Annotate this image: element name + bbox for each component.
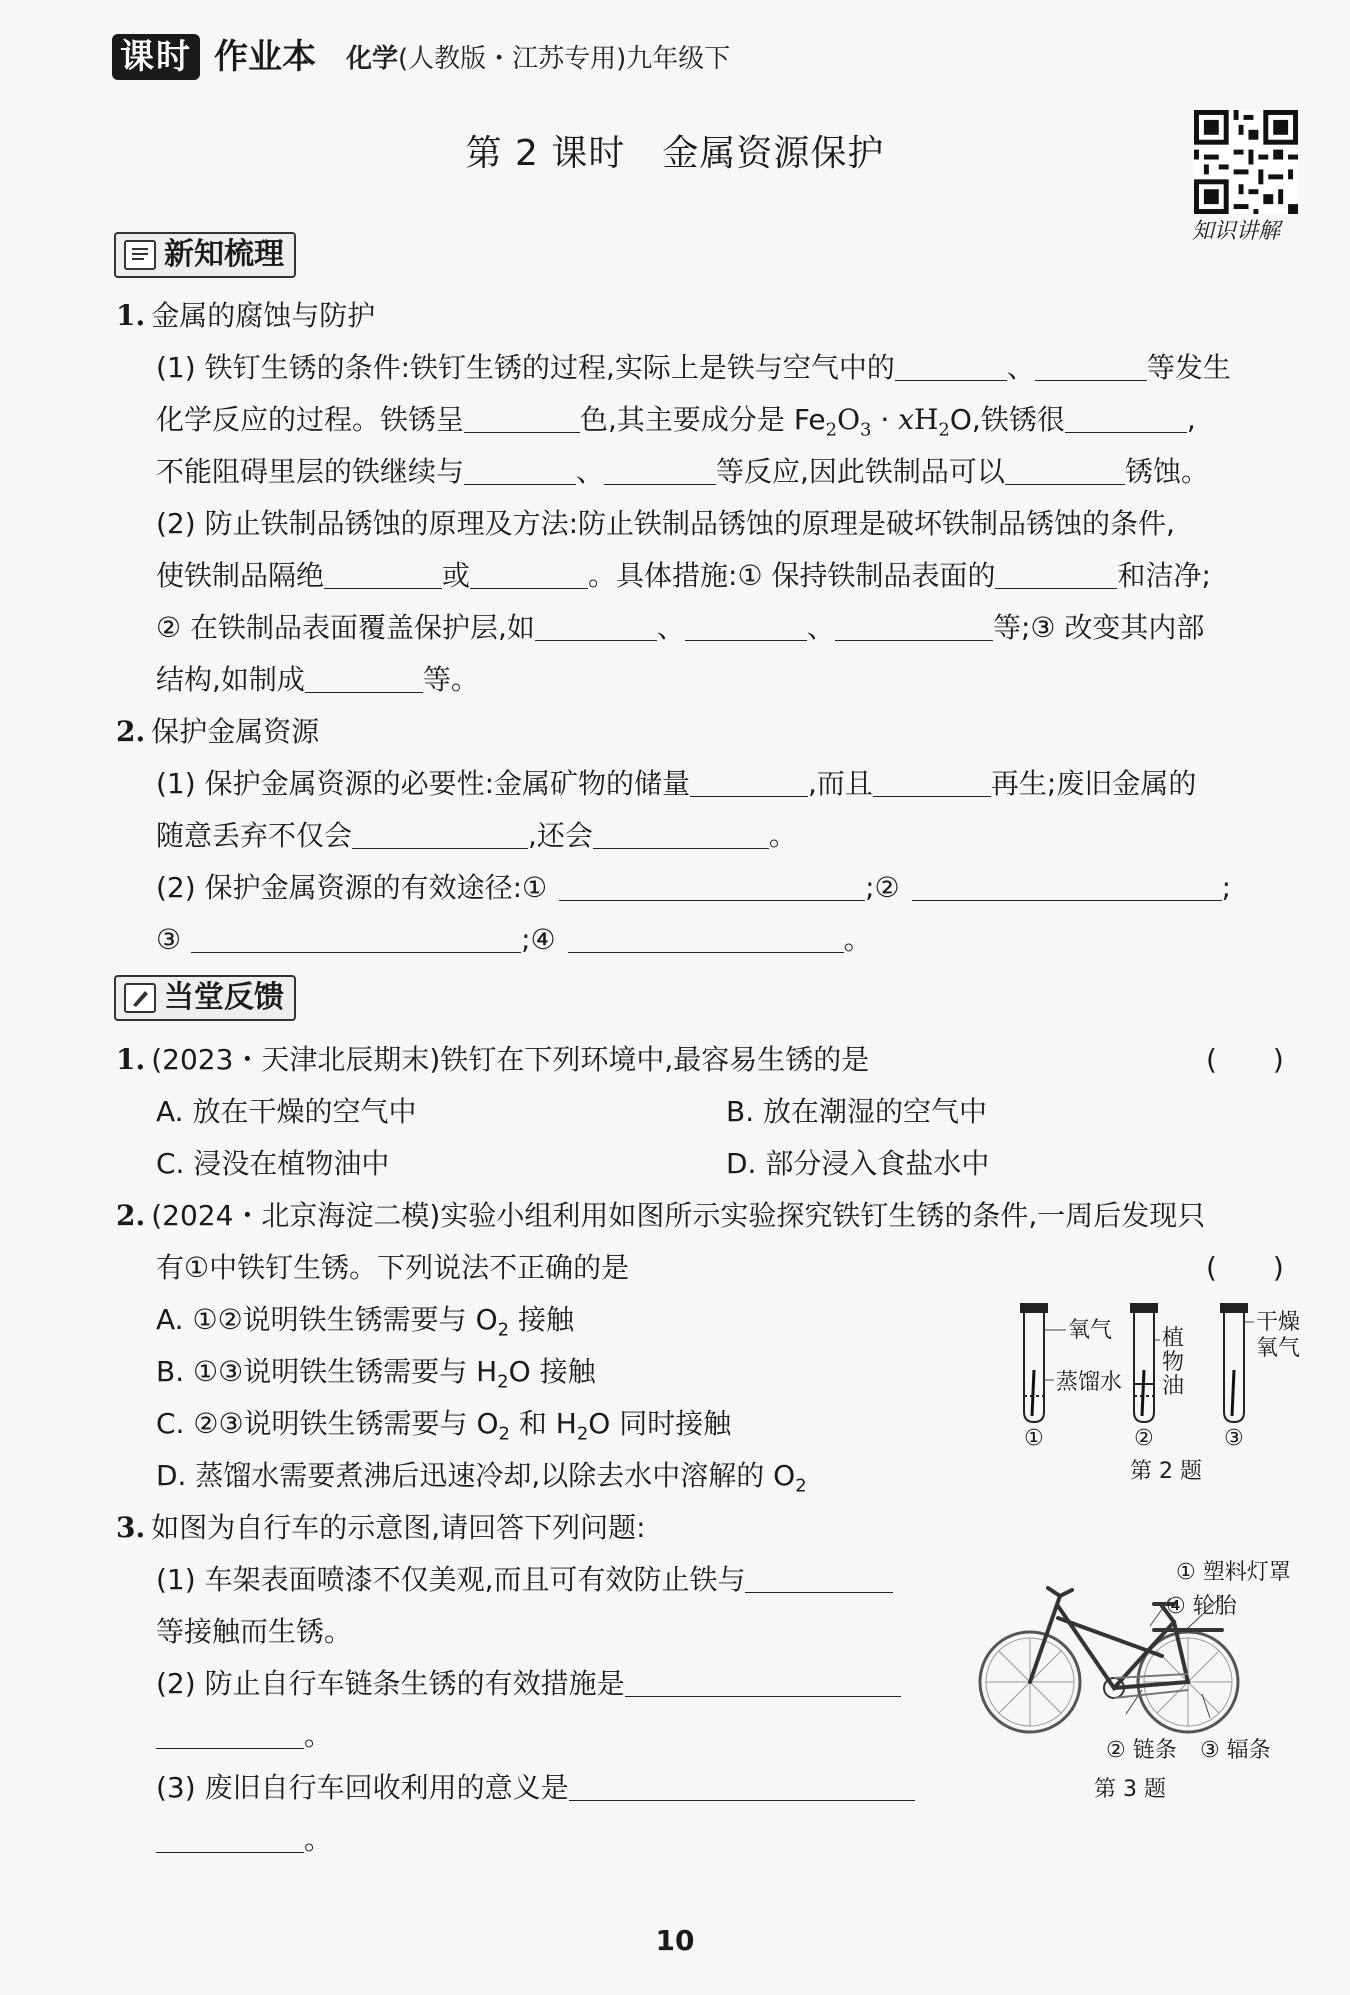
answer-blank[interactable]: [305, 666, 423, 693]
s1-q1-line3: 不能阻碍里层的铁继续与 、 等反应,因此铁制品可以 锈蚀。: [156, 455, 1209, 488]
answer-blank[interactable]: [1005, 458, 1125, 485]
answer-blank[interactable]: [464, 406, 580, 433]
s1-q2-line3: (2) 保护金属资源的有效途径:① ;② ;: [156, 871, 1232, 904]
book-subtitle: [346, 42, 730, 76]
s2-q3-line6: 。: [156, 1822, 332, 1858]
option-a[interactable]: A. 放在干燥的空气中: [156, 1095, 417, 1128]
answer-blank[interactable]: [912, 874, 1222, 901]
figure-caption: 第 2 题: [1130, 1459, 1202, 1484]
option-d[interactable]: D. 蒸馏水需要煮沸后迅速冷却,以除去水中溶解的 $O_2$: [156, 1459, 807, 1497]
label-plant-oil: 植: [1162, 1326, 1185, 1351]
option-c[interactable]: C. ②③说明铁生锈需要与 $O_2$ 和 $H_2O$ 同时接触: [156, 1407, 732, 1445]
answer-blank[interactable]: [464, 458, 576, 485]
label-dry-oxygen: 干燥: [1256, 1310, 1301, 1335]
s1-q2-line4: ③ ;④ 。: [156, 923, 872, 956]
subject: 化学: [346, 44, 399, 74]
answer-paren[interactable]: ( ): [1206, 1043, 1284, 1076]
answer-blank[interactable]: [156, 1826, 304, 1853]
label-plant-oil: 物: [1162, 1350, 1185, 1375]
option-d[interactable]: D. 部分浸入食盐水中: [726, 1147, 990, 1180]
answer-blank[interactable]: [1035, 354, 1147, 381]
section-header-new-knowledge: [114, 232, 296, 278]
qr-caption: 知识讲解: [1192, 219, 1281, 244]
s1-q1-line2: 化学反应的过程。铁锈呈 色,其主要成分是 $Fe_2O_3 \cdot xH_2O$,铁锈很 ,: [156, 403, 1196, 441]
s2-q3-line3: (2) 防止自行车链条生锈的有效措施是: [156, 1666, 901, 1702]
section-title: 当堂反馈: [164, 980, 284, 1015]
answer-blank[interactable]: [191, 926, 521, 953]
answer-blank[interactable]: [995, 562, 1117, 589]
section-header-feedback: [114, 975, 296, 1021]
option-b[interactable]: B. 放在潮湿的空气中: [726, 1095, 988, 1128]
s1-q1-line5: 使铁制品隔绝 或 。具体措施:① 保持铁制品表面的 和洁净;: [156, 559, 1211, 592]
answer-blank[interactable]: [352, 822, 528, 849]
answer-blank[interactable]: [568, 926, 844, 953]
series-name: 作业本: [214, 37, 316, 77]
answer-blank[interactable]: [745, 1566, 893, 1593]
answer-blank[interactable]: [895, 354, 1007, 381]
s2-q1-stem: 1. (2023・天津北辰期末)铁钉在下列环境中,最容易生锈的是: [116, 1043, 870, 1076]
s1-q1-line4: (2) 防止铁制品锈蚀的原理及方法:防止铁制品锈蚀的原理是破坏铁制品锈蚀的条件,: [156, 507, 1175, 540]
answer-blank[interactable]: [873, 770, 991, 797]
label-spokes: ③ 辐条: [1200, 1738, 1271, 1763]
s2-q2-stem2: 有①中铁钉生锈。下列说法不正确的是: [156, 1251, 630, 1284]
lesson-title: 第 2 课时 金属资源保护: [465, 133, 885, 174]
answer-blank[interactable]: [593, 822, 769, 849]
s2-q3-line2: 等接触而生锈。: [156, 1615, 353, 1648]
answer-blank[interactable]: [470, 562, 588, 589]
answer-blank[interactable]: [324, 562, 442, 589]
answer-blank[interactable]: [690, 770, 808, 797]
tube-number: ①: [1024, 1426, 1044, 1451]
answer-blank[interactable]: [156, 1722, 304, 1749]
option-b[interactable]: B. ①③说明铁生锈需要与 $H_2O$ 接触: [156, 1355, 596, 1393]
answer-blank[interactable]: [625, 1670, 901, 1697]
page-number: 10: [655, 1924, 695, 1957]
label-tire: ④ 轮胎: [1166, 1594, 1237, 1619]
s1-q2-line2: 随意丢弃不仅会 ,还会 。: [156, 819, 797, 852]
label-oxygen: 氧气: [1068, 1318, 1113, 1343]
s2-q3-line1: (1) 车架表面喷漆不仅美观,而且可有效防止铁与: [156, 1562, 893, 1598]
s2-q3-line5: (3) 废旧自行车回收利用的意义是: [156, 1770, 915, 1806]
s1-q2-line1: (1) 保护金属资源的必要性:金属矿物的储量 ,而且 再生;废旧金属的: [156, 767, 1197, 800]
answer-blank[interactable]: [604, 458, 716, 485]
s1-q1-line7: 结构,如制成 等。: [156, 663, 479, 696]
label-dry-oxygen: 氧气: [1256, 1336, 1301, 1361]
answer-blank[interactable]: [685, 614, 807, 641]
edition: (人教版・江苏专用)九年级下: [398, 44, 731, 74]
label-plant-oil: 油: [1162, 1374, 1185, 1399]
answer-blank[interactable]: [835, 614, 993, 641]
label-plastic-lamp-cover: ① 塑料灯罩: [1176, 1560, 1291, 1585]
option-c[interactable]: C. 浸没在植物油中: [156, 1147, 390, 1180]
s1-q1-line6: ② 在铁制品表面覆盖保护层,如 、 、 等;③ 改变其内部: [156, 611, 1205, 644]
s2-q3-stem: 3. 如图为自行车的示意图,请回答下列问题:: [116, 1511, 646, 1544]
qr-code-icon[interactable]: [1194, 110, 1298, 214]
s2-q2-stem1: 2. (2024・北京海淀二模)实验小组利用如图所示实验探究铁钉生锈的条件,一周后发现只: [116, 1199, 1206, 1232]
section-title: 新知梳理: [164, 237, 284, 272]
s1-q1-title: 1. 金属的腐蚀与防护: [116, 299, 376, 332]
answer-blank[interactable]: [535, 614, 657, 641]
s2-q3-line4: 。: [156, 1718, 332, 1754]
answer-paren[interactable]: ( ): [1206, 1251, 1284, 1284]
option-a[interactable]: A. ①②说明铁生锈需要与 $O_2$ 接触: [156, 1303, 574, 1341]
answer-blank[interactable]: [559, 874, 865, 901]
tube-number: ②: [1134, 1426, 1154, 1451]
label-chain: ② 链条: [1106, 1738, 1177, 1763]
label-distilled-water: 蒸馏水: [1056, 1370, 1123, 1395]
tube-number: ③: [1224, 1426, 1244, 1451]
answer-blank[interactable]: [1065, 406, 1187, 433]
notebook-icon: [124, 240, 156, 270]
s1-q1-line1: (1) 铁钉生锈的条件:铁钉生锈的过程,实际上是铁与空气中的 、 等发生: [156, 351, 1231, 384]
pencil-icon: [124, 983, 156, 1013]
series-logo: 课时: [112, 34, 200, 80]
figure-caption: 第 3 题: [1094, 1777, 1166, 1802]
s1-q2-title: 2. 保护金属资源: [116, 715, 320, 748]
answer-blank[interactable]: [569, 1774, 915, 1801]
